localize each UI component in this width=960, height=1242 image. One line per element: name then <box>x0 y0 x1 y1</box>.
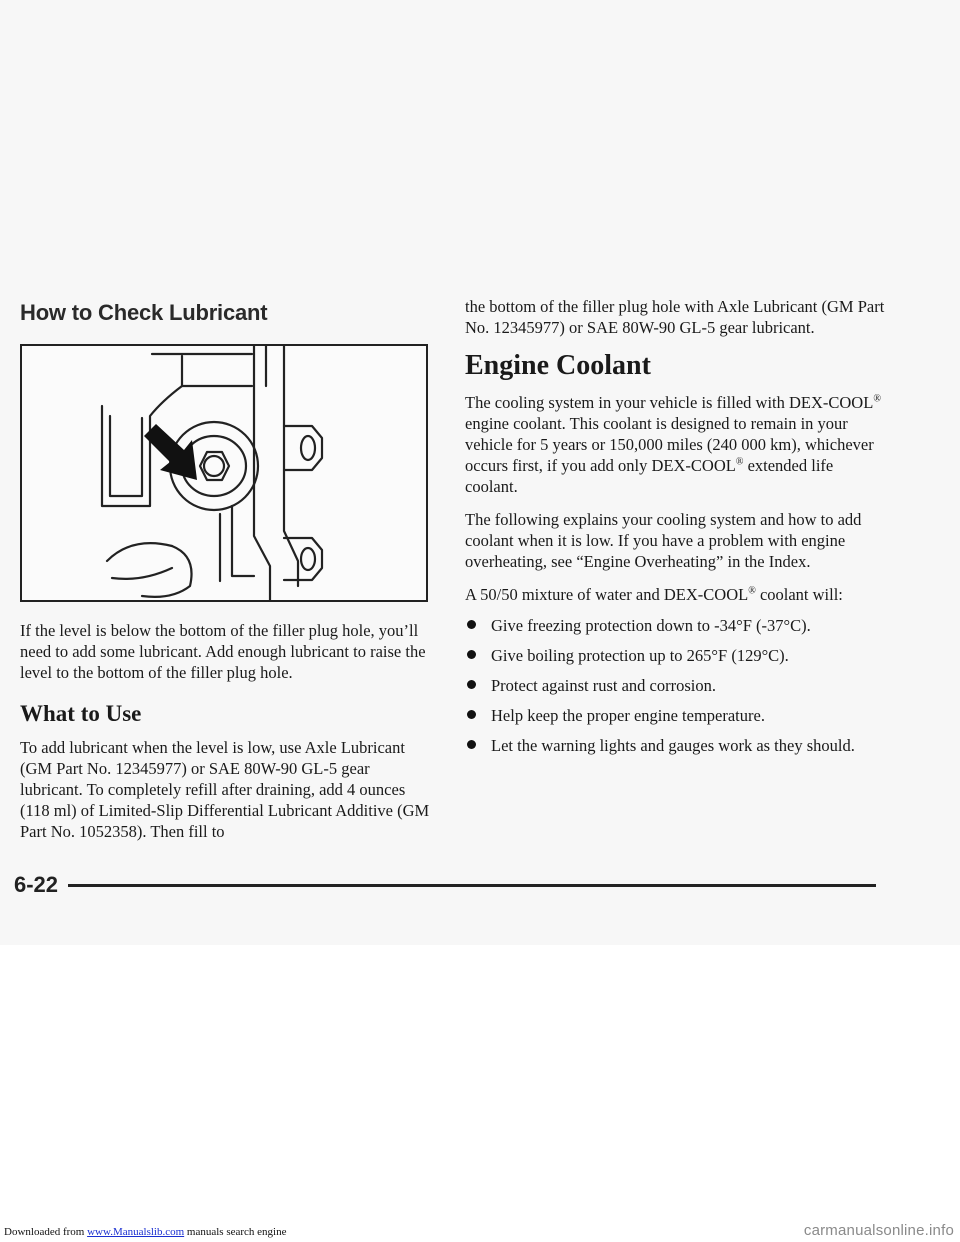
coolant-benefits-list <box>465 615 885 756</box>
arrow-icon <box>144 424 197 480</box>
list-item: Give freezing protection down to -34°F (-37°C). <box>465 615 885 636</box>
subheading-what-to-use: What to Use <box>20 701 142 726</box>
bullet-icon <box>467 620 476 629</box>
paragraph-following-explains: The following explains your cooling system and how to add coolant when it is low. If you have a problem with engine overheating, see “Engine Overheating” in the Index. <box>465 510 862 571</box>
paragraph-mixture: A 50/50 mixture of water and DEX-COOL® coolant will: <box>465 585 843 604</box>
paragraph-what-to-use: To add lubricant when the level is low, use Axle Lubricant (GM Part No. 12345977) or SAE 80W-90 GL-5 gear lubricant. To completely refill after draining, add 4 ounces (118 ml) of Limited-Slip Differential Lubricant Additive (GM Part No. 1052358). Then fill to <box>20 738 430 841</box>
bullet-icon <box>467 740 476 749</box>
section-heading-check-lubricant: How to Check Lubricant <box>20 300 268 325</box>
bullet-icon <box>467 710 476 719</box>
list-item: Let the warning lights and gauges work as they should. <box>465 735 885 756</box>
list-item: Protect against rust and corrosion. <box>465 675 885 696</box>
left-column <box>20 300 435 842</box>
section-heading-engine-coolant: Engine Coolant <box>465 350 651 381</box>
download-credit: Downloaded from www.Manualslib.com manuals search engine <box>4 1226 287 1238</box>
right-column <box>465 296 885 765</box>
page-number: 6-22 <box>14 872 59 897</box>
manualslib-link[interactable]: www.Manualslib.com <box>87 1226 185 1238</box>
paragraph-continued: the bottom of the filler plug hole with Axle Lubricant (GM Part No. 12345977) or SAE 80W-90 GL-5 gear lubricant. <box>465 297 885 337</box>
filler-plug-illustration <box>20 344 428 602</box>
list-item: Help keep the proper engine temperature. <box>465 705 885 726</box>
axle-diagram <box>22 346 426 600</box>
bullet-icon <box>467 650 476 659</box>
paragraph-cooling-system: The cooling system in your vehicle is filled with DEX-COOL® engine coolant. This coolant is designed to remain in your vehicle for 5 years or 150,000 miles (240 000 km), whichever occurs first, if you add only DEX-COOL® extended life coolant. <box>465 393 881 496</box>
list-item: Give boiling protection up to 265°F (129°C). <box>465 645 885 666</box>
footer-rule <box>68 884 876 887</box>
watermark: carmanualsonline.info <box>803 1222 954 1239</box>
bullet-icon <box>467 680 476 689</box>
paragraph-level-below: If the level is below the bottom of the filler plug hole, you’ll need to add some lubricant. Add enough lubricant to raise the level to the bottom of the filler plug hole. <box>20 621 426 682</box>
